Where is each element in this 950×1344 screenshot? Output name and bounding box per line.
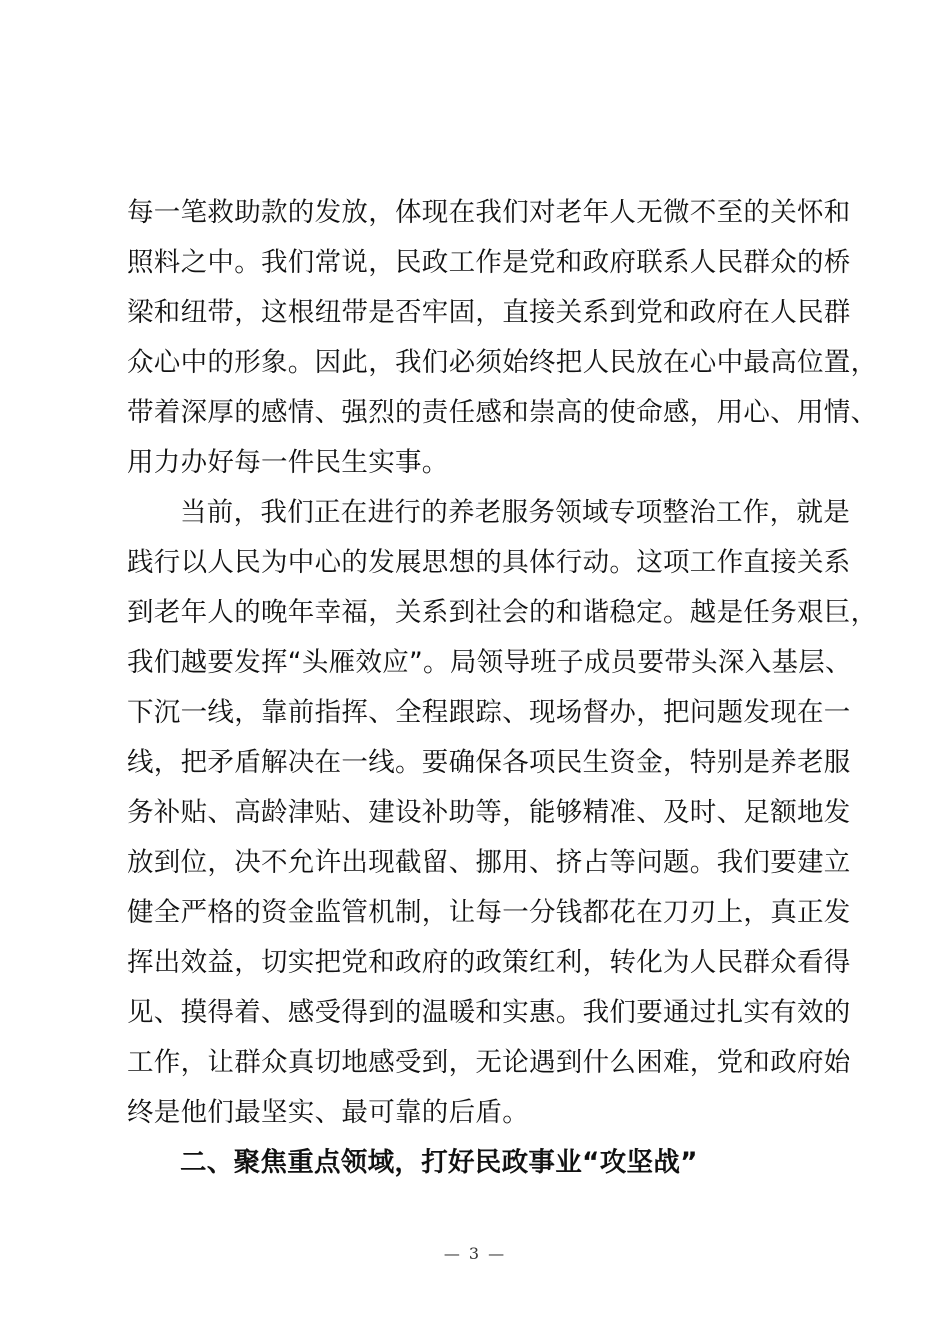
paragraph-1-line-5: 带着深厚的感情、强烈的责任感和崇高的使命感，用心、用情、: [127, 397, 878, 428]
paragraph-2-line-9: 健全严格的资金监管机制，让每一分钱都花在刀刃上，真正发: [127, 897, 851, 928]
paragraph-1-line-4: 众心中的形象。因此，我们必须始终把人民放在心中最高位置，: [127, 347, 878, 378]
paragraph-2-line-12: 工作，让群众真切地感受到，无论遇到什么困难，党和政府始: [127, 1047, 851, 1078]
paragraph-2-line-5: 下沉一线，靠前指挥、全程跟踪、现场督办，把问题发现在一: [127, 697, 851, 728]
paragraph-1-line-1: 每一笔救助款的发放，体现在我们对老年人无微不至的关怀和: [127, 197, 851, 228]
page-number: — 3 —: [443, 1244, 507, 1263]
paragraph-1-line-3: 梁和纽带，这根纽带是否牢固，直接关系到党和政府在人民群: [127, 297, 851, 328]
paragraph-2-line-6: 线，把矛盾解决在一线。要确保各项民生资金，特别是养老服: [127, 747, 851, 778]
section-heading: 二、聚焦重点领域，打好民政事业“攻坚战”: [180, 1147, 698, 1178]
paragraph-2-line-2: 践行以人民为中心的发展思想的具体行动。这项工作直接关系: [127, 547, 851, 578]
paragraph-2-line-8: 放到位，决不允许出现截留、挪用、挤占等问题。我们要建立: [127, 847, 851, 878]
paragraph-2-line-10: 挥出效益，切实把党和政府的政策红利，转化为人民群众看得: [127, 947, 851, 978]
paragraph-2-line-11: 见、摸得着、感受得到的温暖和实惠。我们要通过扎实有效的: [127, 997, 851, 1028]
paragraph-2-line-7: 务补贴、高龄津贴、建设补助等，能够精准、及时、足额地发: [127, 797, 851, 828]
paragraph-2-line-13: 终是他们最坚实、最可靠的后盾。: [127, 1097, 529, 1128]
paragraph-1-line-2: 照料之中。我们常说，民政工作是党和政府联系人民群众的桥: [127, 247, 851, 278]
paragraph-1-line-6: 用力办好每一件民生实事。: [127, 447, 449, 478]
paragraph-2-line-1: 当前，我们正在进行的养老服务领域专项整治工作，就是: [180, 497, 850, 528]
paragraph-2-line-4: 我们越要发挥“头雁效应”。局领导班子成员要带头深入基层、: [127, 647, 852, 678]
paragraph-2-line-3: 到老年人的晚年幸福，关系到社会的和谐稳定。越是任务艰巨，: [127, 597, 878, 628]
